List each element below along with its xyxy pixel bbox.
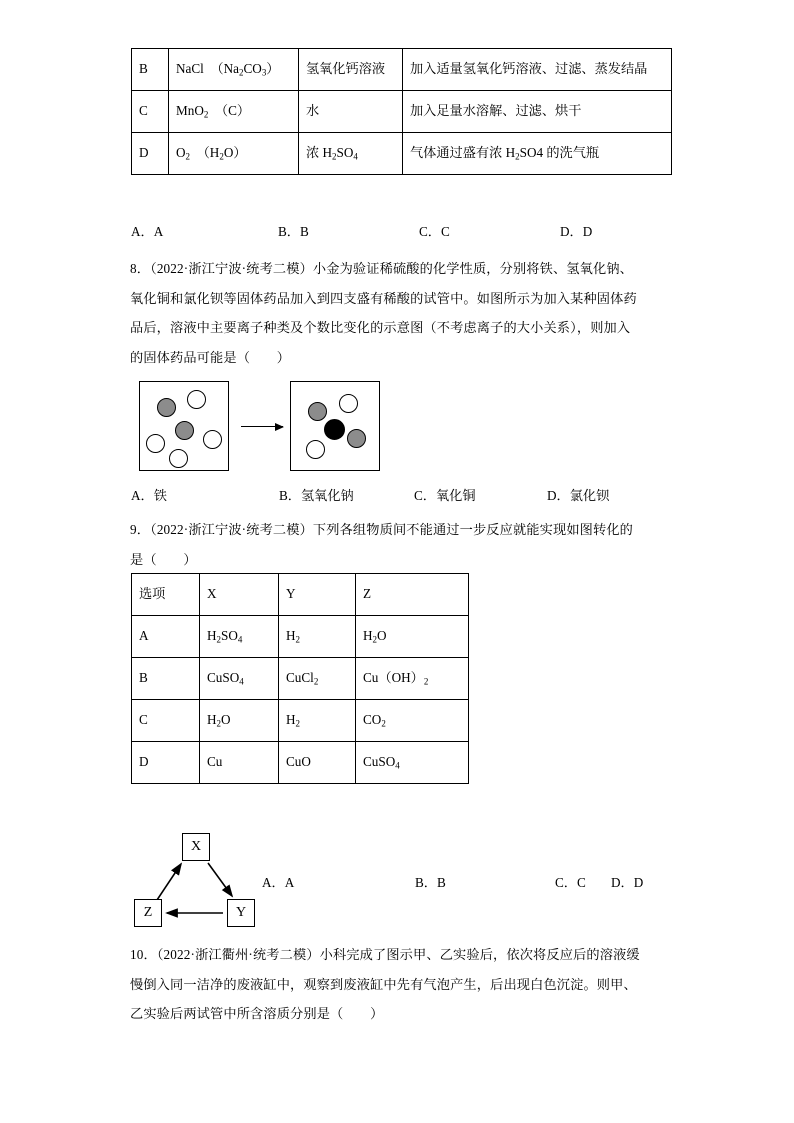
cell-method: [403, 49, 672, 91]
cell-y: $H_2$: [279, 700, 356, 742]
table-row: [132, 133, 672, 175]
question-8-stem: [130, 254, 675, 372]
cell-option: [132, 616, 200, 658]
ion-circle-gray: [157, 398, 176, 417]
option-a[interactable]: A．A: [262, 875, 295, 890]
transformation-arrow-icon: [241, 426, 283, 427]
cell-x: CuSO$_4$: [200, 658, 279, 700]
cell-text: B: [139, 670, 148, 686]
cell-substance: $O_2$ $(H_2O)$: [169, 133, 299, 175]
stem-line: 的固体药品可能是（ ）: [130, 349, 291, 365]
purification-methods-table: [131, 48, 672, 175]
option-c[interactable]: C．C: [555, 875, 586, 890]
cell-option: [132, 742, 200, 784]
cell-reagent: 浓 $H_2SO_4$: [299, 133, 403, 175]
cell-text: C: [139, 103, 148, 119]
stem-line: 8．（2022·浙江宁波·统考二模）小金为验证稀硫酸的化学性质，分别将铁、氢氧化钠、: [130, 261, 634, 276]
xyz-node-y: [227, 899, 255, 927]
stem-line: 10．（2022·浙江衢州·统考二模）小科完成了图示甲、乙实验后，依次将反应后的溶液缓: [130, 947, 640, 962]
cell-method: 气体通过盛有浓 $H_2SO4$ 的洗气瓶: [403, 133, 672, 175]
header-y: [279, 574, 356, 616]
option-c[interactable]: C．C: [419, 224, 450, 239]
cell-text: 加入足量水溶解、过滤、烘干: [410, 103, 582, 119]
ion-circle-white: [146, 434, 165, 453]
stem-line: 是（ ）: [130, 551, 197, 567]
node-label: Y: [235, 905, 247, 920]
question-10-stem: [130, 940, 675, 1029]
cell-substance: NaCl $(Na_2CO_3)$: [169, 49, 299, 91]
stem-line: 9．（2022·浙江宁波·统考二模）下列各组物质间不能通过一步反应就能实现如图转化的: [130, 522, 634, 537]
cell-x: [200, 742, 279, 784]
cell-text: A: [139, 628, 149, 644]
ion-circle-white: [306, 440, 325, 459]
cell-option: [132, 133, 169, 175]
cell-option: [132, 700, 200, 742]
cell-z: $Cu(OH)_2$: [356, 658, 469, 700]
cell-text: 水: [306, 103, 320, 119]
cell-y: $H_2$: [279, 616, 356, 658]
stem-line: 品后，溶液中主要离子种类及个数比变化的示意图（不考虑离子的大小关系），则加入: [130, 320, 631, 335]
table-row: [132, 91, 672, 133]
option-d[interactable]: D．氯化钡: [547, 488, 610, 503]
option-b[interactable]: B．氢氧化钠: [279, 488, 354, 503]
cell-reagent: [299, 91, 403, 133]
cell-z: $H_2O$: [356, 616, 469, 658]
cell-z: $CO_2$: [356, 700, 469, 742]
node-label: Z: [143, 905, 153, 920]
cell-text: Z: [363, 586, 372, 602]
cell-z: CuSO$_4$: [356, 742, 469, 784]
cell-text: 选项: [139, 586, 166, 602]
xyz-conversion-table: [131, 573, 469, 784]
cell-option: [132, 658, 200, 700]
ion-circle-white: [169, 449, 188, 468]
cell-option: [132, 49, 169, 91]
table-header-row: [132, 574, 469, 616]
option-c[interactable]: C．氧化铜: [414, 488, 476, 503]
ion-circle-black: [324, 419, 345, 440]
table-row: [132, 658, 469, 700]
cell-text: Y: [286, 586, 296, 602]
stem-line: 乙实验后两试管中所含溶质分别是（ ）: [130, 1006, 384, 1021]
cell-y: [279, 742, 356, 784]
ion-circle-white: [203, 430, 222, 449]
cell-reagent: [299, 49, 403, 91]
question-7-options: [131, 221, 671, 241]
question-8-options: [131, 485, 676, 505]
xyz-node-z: [134, 899, 162, 927]
table-row: [132, 616, 469, 658]
header-x: [200, 574, 279, 616]
cell-option: [132, 91, 169, 133]
xyz-node-x: [182, 833, 210, 861]
option-d[interactable]: D．D: [611, 875, 644, 890]
table-row: [132, 49, 672, 91]
option-a[interactable]: A．铁: [131, 488, 167, 503]
ion-ratio-diagram: [131, 378, 391, 478]
cell-x: $H_2O$: [200, 700, 279, 742]
cell-text: B: [139, 61, 148, 77]
stem-line: 慢倒入同一洁净的废液缸中，观察到废液缸中先有气泡产生，后出现白色沉淀。则甲、: [130, 976, 637, 992]
cell-text: D: [139, 754, 149, 770]
table-row: [132, 742, 469, 784]
option-b[interactable]: B．B: [415, 875, 446, 890]
node-label: X: [190, 839, 202, 854]
option-d[interactable]: D．D: [560, 224, 593, 239]
ion-circle-white: [187, 390, 206, 409]
cell-text: CuO: [286, 754, 311, 770]
option-b[interactable]: B．B: [278, 224, 309, 239]
cell-method: [403, 91, 672, 133]
option-a[interactable]: A．A: [131, 224, 164, 239]
cell-substance: MnO$_2$ （C）: [169, 91, 299, 133]
ion-circle-gray: [308, 402, 327, 421]
stem-line: 氧化铜和氯化钡等固体药品加入到四支盛有稀酸的试管中。如图所示为加入某种固体药: [130, 290, 637, 306]
ion-box-before: [139, 381, 229, 471]
question-9-stem: [130, 515, 675, 574]
cell-x: $H_2SO_4$: [200, 616, 279, 658]
cell-y: CuCl$_2$: [279, 658, 356, 700]
cell-text: D: [139, 145, 149, 161]
cell-text: C: [139, 712, 148, 728]
ion-circle-white: [339, 394, 358, 413]
header-option: [132, 574, 200, 616]
header-z: [356, 574, 469, 616]
cell-text: 加入适量氢氧化钙溶液、过滤、蒸发结晶: [410, 61, 648, 77]
cell-text: Cu: [207, 754, 223, 770]
ion-circle-gray: [175, 421, 194, 440]
ion-box-after: [290, 381, 380, 471]
cell-text: X: [207, 586, 217, 602]
table-row: [132, 700, 469, 742]
cell-text: 氢氧化钙溶液: [306, 61, 386, 77]
ion-circle-gray: [347, 429, 366, 448]
question-9-options: [131, 872, 676, 892]
